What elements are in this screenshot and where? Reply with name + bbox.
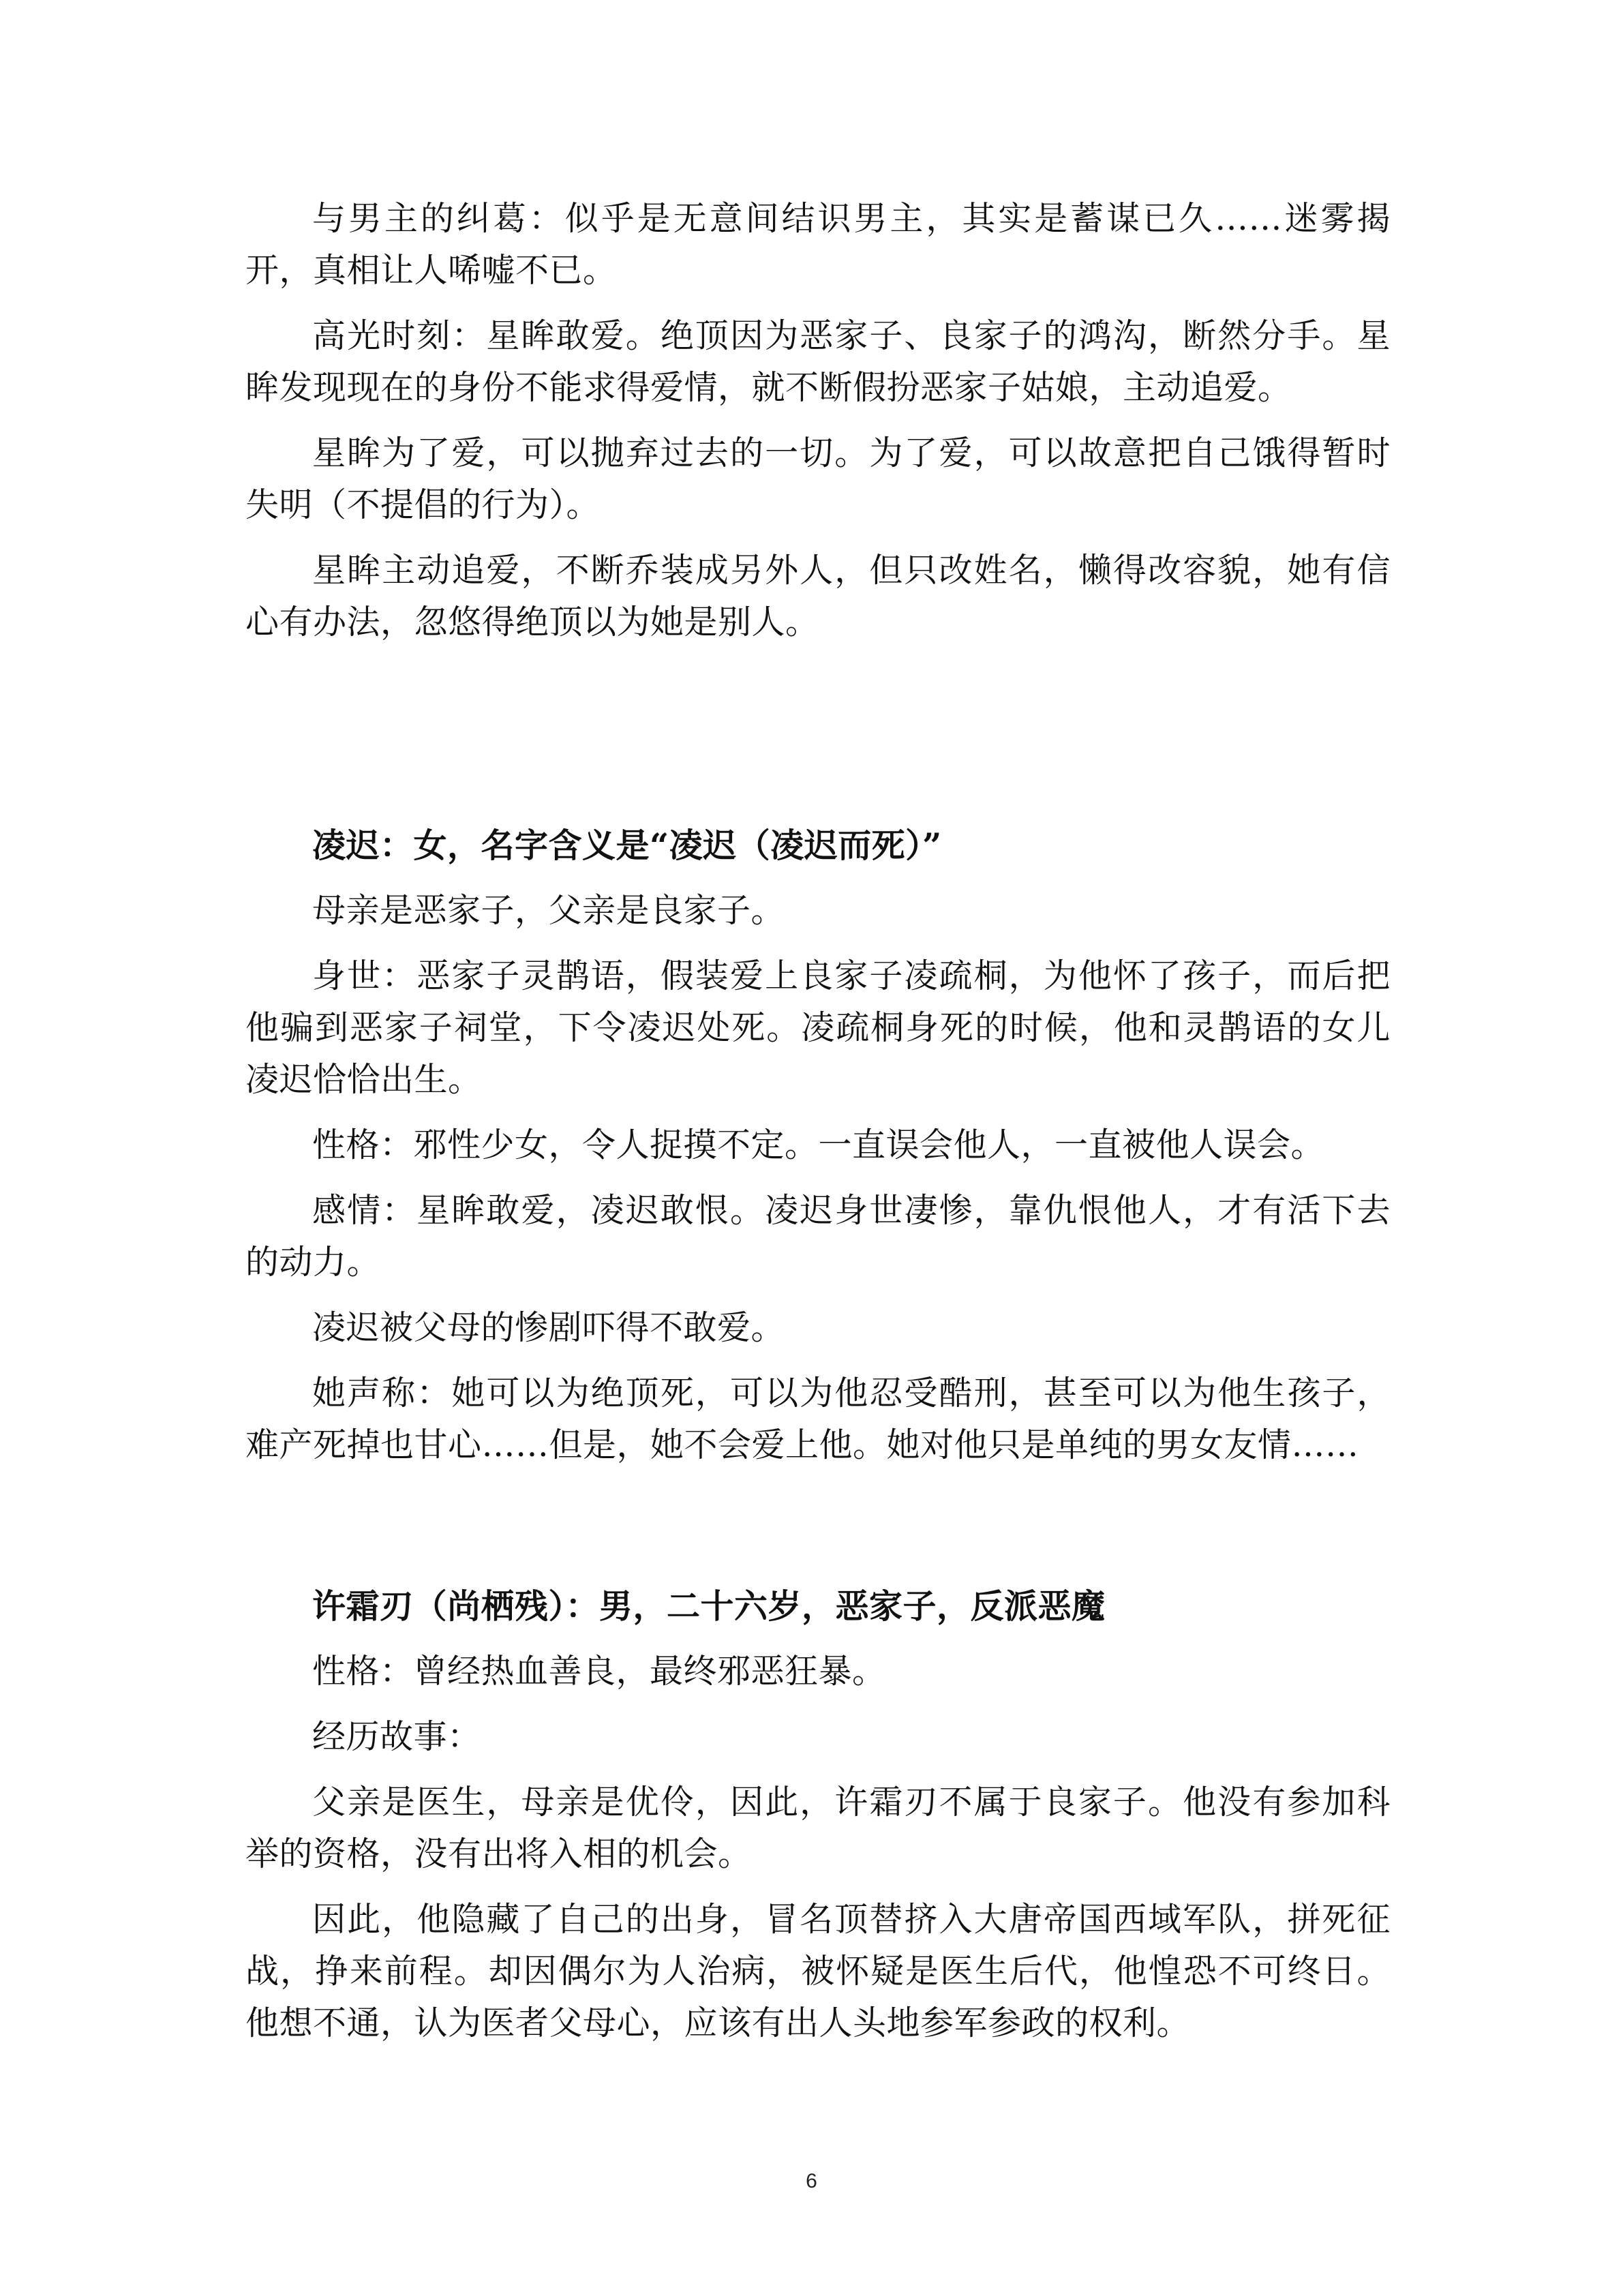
paragraph: 感情：星眸敢爱，凌迟敢恨。凌迟身世凄惨，靠仇恨他人，才有活下去的动力。 [245,1191,1391,1282]
page-number: 6 [806,2170,817,2192]
paragraph: 经历故事： [312,1717,481,1756]
paragraph: 父亲是医生，母亲是优伶，因此，许霜刃不属于良家子。他没有参加科举的资格，没有出将入相的机会。 [245,1783,1391,1873]
paragraph: 因此，他隐藏了自己的出身，冒名顶替挤入大唐帝国西域军队，拼死征战，挣来前程。却因偶尔为人治病，被怀疑是医生后代，他惶恐不可终日。他想不通，认为医者父母心，应该有出人头地参军参政的权利。 [245,1900,1391,2042]
section-3 [245,1580,1391,2049]
section-heading: 凌迟：女，名字含义是“凌迟（凌迟而死）” [312,826,942,865]
paragraph: 她声称：她可以为绝顶死，可以为他忍受酷刑，甚至可以为他生孩子，难产死掉也甘心……但是，她不会爱上他。她对他只是单纯的男女友情…… [245,1374,1391,1464]
section-heading: 许霜刃（尚栖残）：男，二十六岁，恶家子，反派恶魔 [312,1586,1106,1626]
section-1 [245,193,1391,648]
paragraph: 性格：邪性少女，令人捉摸不定。一直误会他人，一直被他人误会。 [312,1126,1325,1164]
paragraph: 母亲是恶家子，父亲是良家子。 [312,891,785,930]
paragraph: 与男主的纠葛：似乎是无意间结识男主，其实是蓄谋已久……迷雾揭开，真相让人唏嘘不已。 [245,199,1391,290]
paragraph: 凌迟被父母的惨剧吓得不敢爱。 [312,1308,785,1347]
paragraph: 星眸为了爱，可以抛弃过去的一切。为了爱，可以故意把自己饿得暂时失明（不提倡的行为）。 [245,434,1391,524]
paragraph: 星眸主动追爱，不断乔装成另外人，但只改姓名，懒得改容貌，她有信心有办法，忽悠得绝顶以为她是别人。 [245,551,1391,641]
section-2 [245,819,1391,1471]
paragraph: 高光时刻：星眸敢爱。绝顶因为恶家子、良家子的鸿沟，断然分手。星眸发现现在的身份不能求得爱情，就不断假扮恶家子姑娘，主动追爱。 [245,316,1391,407]
paragraph: 性格：曾经热血善良，最终邪恶狂暴。 [312,1652,886,1691]
paragraph: 身世：恶家子灵鹊语，假装爱上良家子凌疏桐，为他怀了孩子，而后把他骗到恶家子祠堂，下令凌迟处死。凌疏桐身死的时候，他和灵鹊语的女儿凌迟恰恰出生。 [245,956,1391,1099]
